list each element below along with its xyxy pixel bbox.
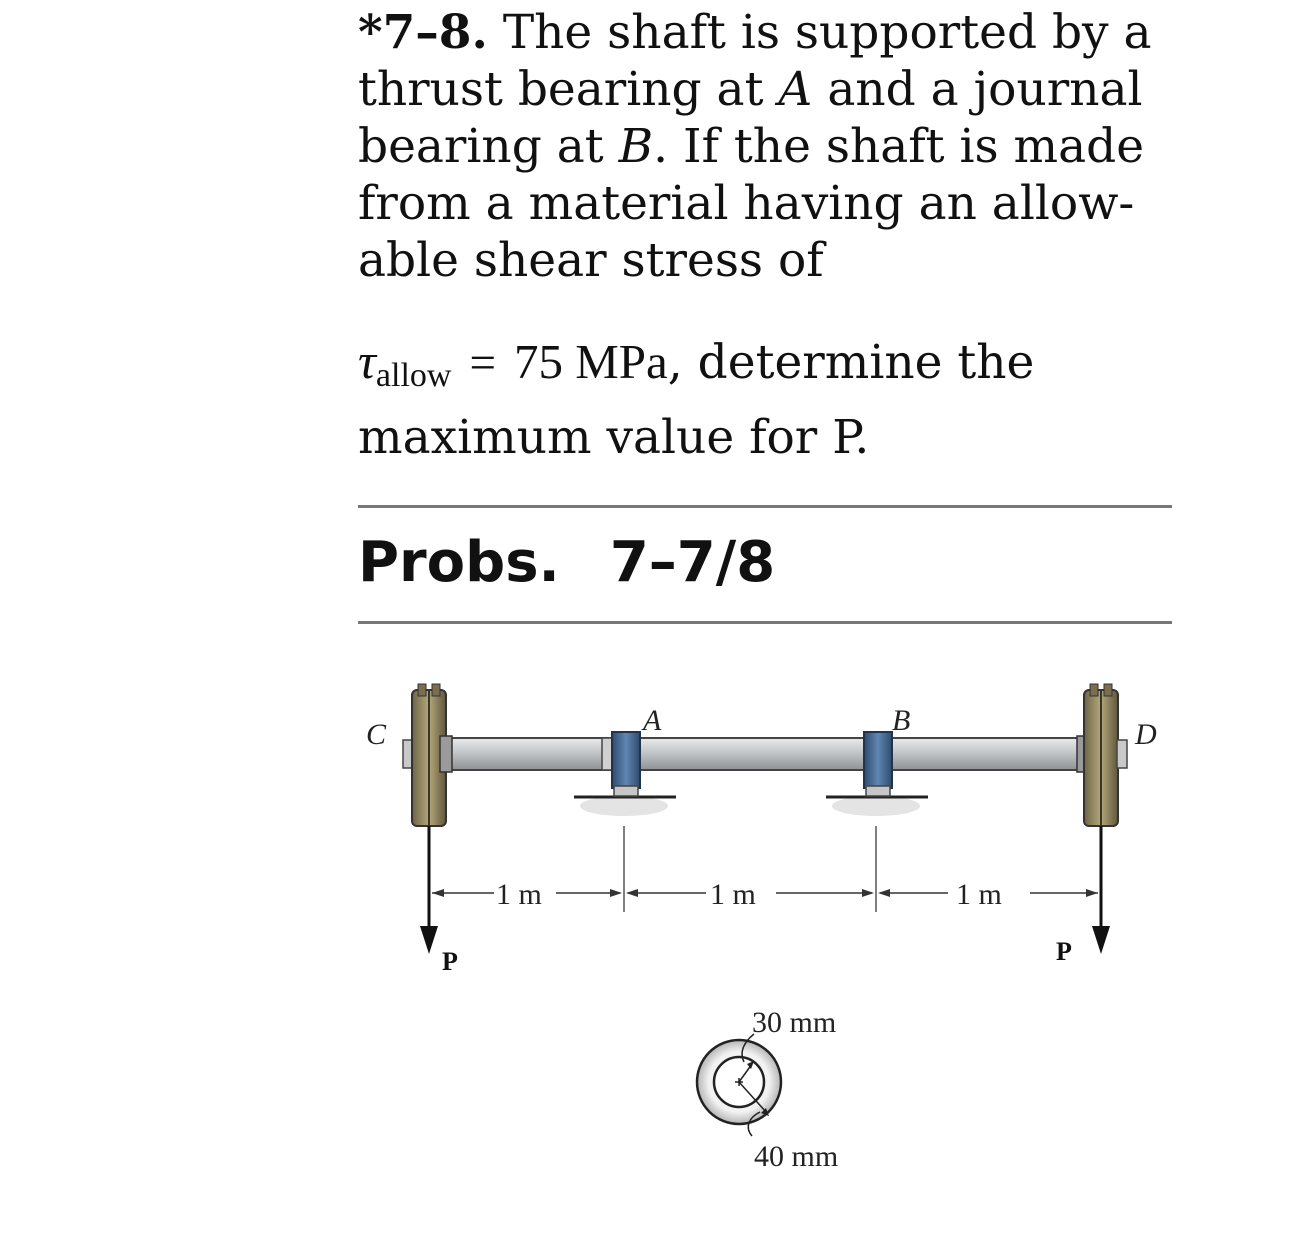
load-label-right: P	[1056, 937, 1072, 966]
problem-text: , determine the	[667, 335, 1035, 390]
label-a: A	[643, 704, 662, 737]
load-arrow-left	[420, 826, 438, 954]
problem-text: . If the shaft is made	[653, 119, 1145, 174]
label-c: C	[366, 718, 387, 751]
problem-text: bearing at	[358, 119, 619, 174]
equals-sign: =	[469, 337, 496, 389]
dim-label-ab: 1 m	[710, 878, 756, 911]
tau-subscript: allow	[375, 357, 452, 394]
problem-text: The shaft is supported by a	[502, 5, 1152, 60]
caption-label: Probs.	[358, 530, 560, 595]
problem-text: thrust bearing at	[358, 62, 779, 117]
variable-a: A	[778, 62, 813, 117]
label-b: B	[892, 704, 911, 737]
shaft	[440, 738, 1088, 770]
inner-radius-label: 30 mm	[752, 1006, 837, 1039]
stress-magnitude: 75 MPa	[513, 334, 668, 389]
load-arrow-right	[1092, 826, 1110, 954]
problem-line-5: able shear stress of	[358, 233, 824, 288]
variable-p: P	[832, 410, 855, 465]
problem-text: maximum value for	[358, 410, 833, 465]
dim-label-ca: 1 m	[496, 878, 542, 911]
caption-numbers: 7–7/8	[609, 530, 776, 595]
variable-b: B	[618, 119, 654, 174]
problem-text: and a journal	[812, 62, 1143, 117]
load-label-left: P	[442, 947, 458, 976]
outer-radius-label: 40 mm	[754, 1140, 839, 1173]
problem-line-4: from a material having an allow-	[358, 176, 1135, 231]
label-d: D	[1135, 718, 1157, 751]
problem-text: .	[854, 410, 870, 465]
dim-label-bd: 1 m	[956, 878, 1002, 911]
pulley-c	[403, 684, 452, 826]
tau-symbol: τ	[358, 333, 376, 389]
cross-section	[697, 1034, 781, 1136]
problem-number: *7–8.	[358, 5, 488, 60]
pulley-d	[1077, 684, 1127, 826]
